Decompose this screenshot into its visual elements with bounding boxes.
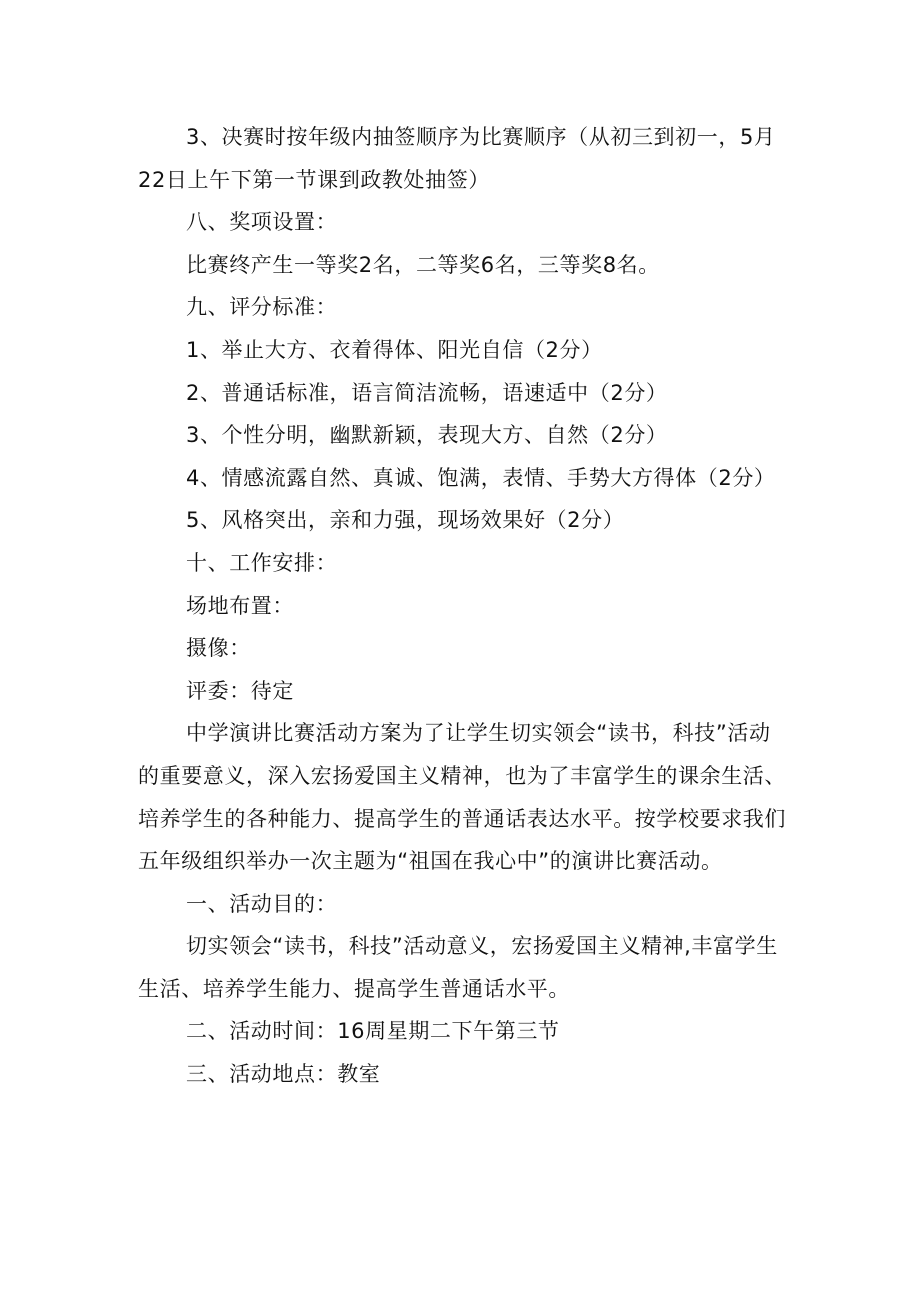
work-judges: 评委：待定	[186, 678, 294, 703]
scoring-item-1: 1、举止大方、衣着得体、阳光自信（2分）	[186, 337, 603, 362]
work-venue-setup: 场地布置：	[186, 593, 294, 618]
paragraph-final-draw-order: 3、决赛时按年级内抽签顺序为比赛顺序（从初三到初一，5月22日上午下第一节课到政教处抽签）	[138, 125, 776, 192]
document-body	[138, 116, 788, 1096]
paragraph-awards: 比赛终产生一等奖2名，二等奖6名，三等奖8名。	[186, 252, 660, 277]
heading-work-arrangement: 十、工作安排：	[186, 550, 338, 575]
scoring-item-3: 3、个性分明，幽默新颖，表现大方、自然（2分）	[186, 423, 668, 448]
heading-activity-purpose: 一、活动目的：	[186, 891, 338, 916]
activity-time: 二、活动时间：16周星期二下午第三节	[186, 1019, 560, 1044]
scoring-item-5: 5、风格突出，亲和力强，现场效果好（2分）	[186, 508, 625, 533]
heading-awards: 八、奖项设置：	[186, 210, 338, 235]
paragraph-plan-introduction: 中学演讲比赛活动方案为了让学生切实领会“读书，科技”活动的重要意义，深入宏扬爱国主义精神，也为了丰富学生的课余生活、培养学生的各种能力、提高学生的普通话表达水平。按学校要求我们五年级组织举办一次主题为“祖国在我心中”的演讲比赛活动。	[138, 721, 786, 874]
heading-scoring-criteria: 九、评分标准：	[186, 295, 338, 320]
activity-location: 三、活动地点：教室	[186, 1062, 381, 1087]
scoring-item-2: 2、普通话标准，语言简洁流畅，语速适中（2分）	[186, 380, 668, 405]
paragraph-activity-purpose: 切实领会“读书，科技”活动意义，宏扬爱国主义精神,丰富学生生活、培养学生能力、提高学生普通话水平。	[138, 934, 778, 1001]
scoring-item-4: 4、情感流露自然、真诚、饱满，表情、手势大方得体（2分）	[186, 465, 776, 490]
work-photography: 摄像：	[186, 636, 251, 661]
